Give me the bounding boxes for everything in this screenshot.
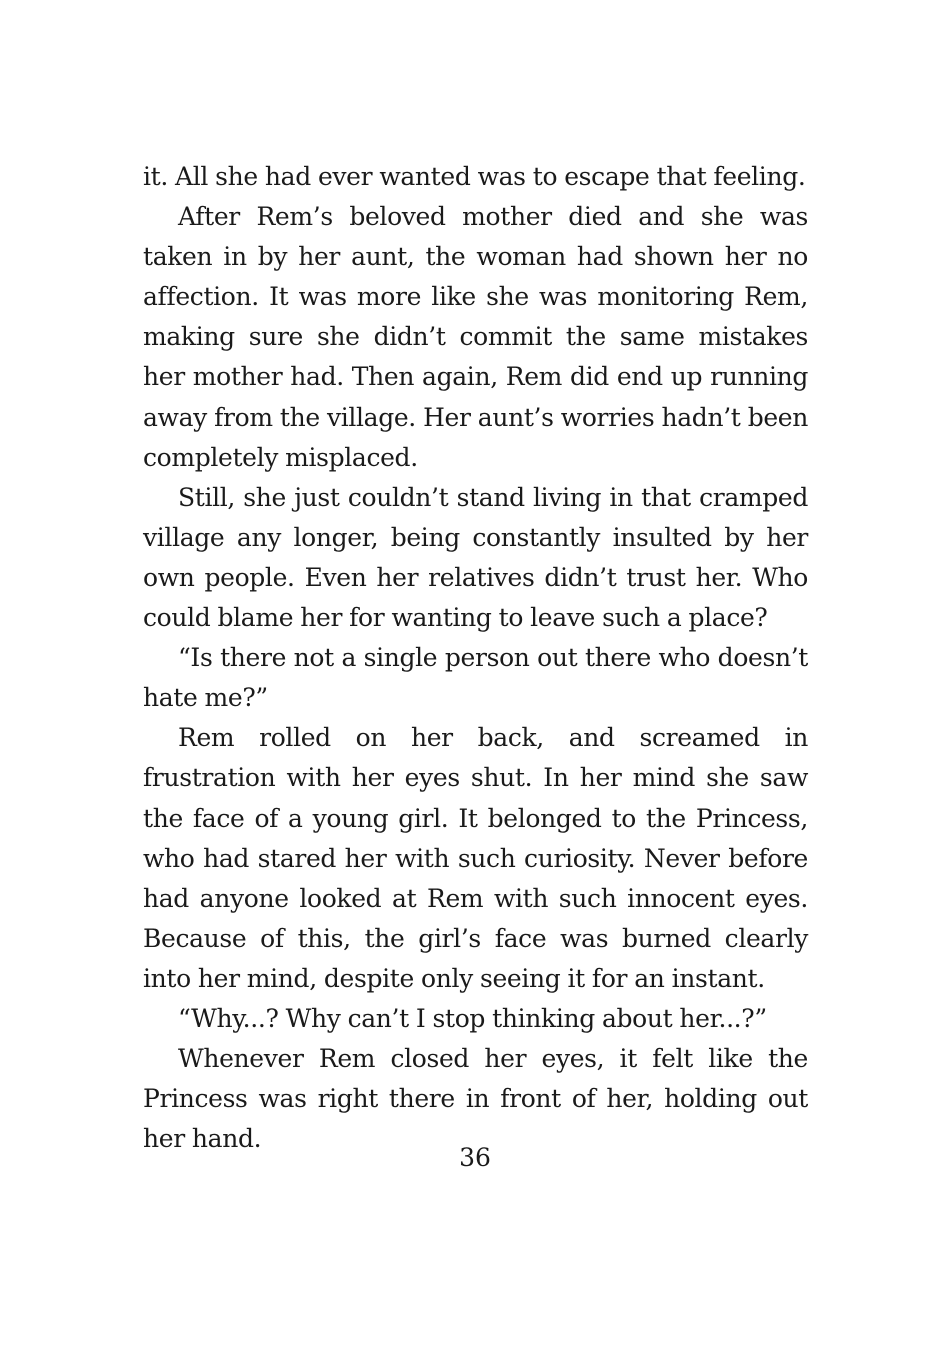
paragraph-dialogue-why: “Why...? Why can’t I stop thinking about her...?”: [178, 1003, 767, 1033]
paragraph-village: Still, she just couldn’t stand living in that cramped village any longer, being constantly insulted by her own people. Even her relatives didn’t trust her. Who could blame her for wanting to leave such a place?: [143, 482, 808, 633]
body-text: [143, 157, 808, 1159]
paragraph-aunt: After Rem’s beloved mother died and she was taken in by her aunt, the woman had shown her no affection. It was more like she was monitoring Rem, making sure she didn’t commit the same mistakes her mother had. Then again, Rem did end up running away from the village. Her aunt’s worries hadn’t been completely misplaced.: [143, 202, 808, 472]
paragraph-dialogue-hate: “Is there not a single person out there who doesn’t hate me?”: [143, 643, 808, 713]
paragraph-continuation: it. All she had ever wanted was to escape that feeling.: [143, 162, 806, 191]
paragraph-princess-face: Rem rolled on her back, and screamed in frustration with her eyes shut. In her mind she saw the face of a young girl. It belonged to the Princess, who had stared her with such curiosity. Never before had anyone looked at Rem with such innocent eyes. Because of this, the girl’s face was burned clearly into her mind, despite only seeing it for an instant.: [143, 723, 808, 993]
page-number: 36: [459, 1143, 491, 1172]
paragraph-closing: Whenever Rem closed her eyes, it felt like the Princess was right there in front of her, holding out her hand.: [143, 1044, 808, 1154]
